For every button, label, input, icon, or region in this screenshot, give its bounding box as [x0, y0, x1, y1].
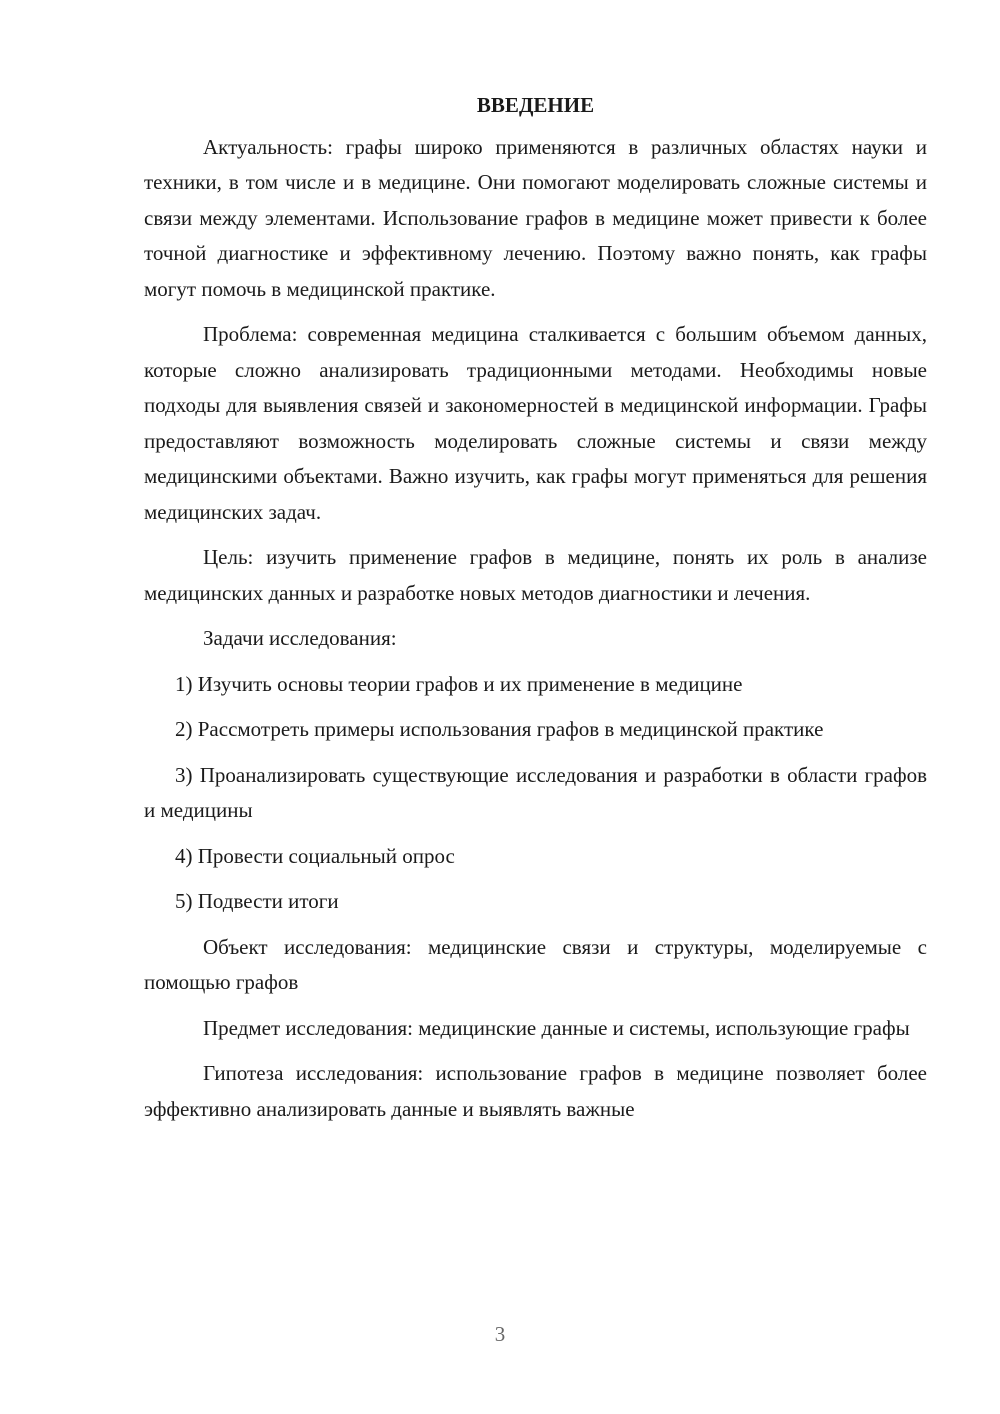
paragraph-hypothesis: Гипотеза исследования: использование графов в медицине позволяет более эффективно анализировать данные и выявлять важные [144, 1061, 927, 1121]
paragraph-relevance: Актуальность: графы широко применяются в различных областях науки и техники, в том числе и в медицине. Они помогают моделировать сложные системы и связи между элементами. Использование графов в медицине может привести к более точной диагностике и эффективному лечению. Поэтому важно понять, как графы могут помочь в медицинской практике. [144, 134, 927, 301]
paragraph-object: Объект исследования: медицинские связи и структуры, моделируемые с помощью графов [144, 934, 927, 994]
paragraph-subject: Предмет исследования: медицинские данные и системы, использующие графы [203, 1015, 910, 1040]
paragraph-problem: Проблема: современная медицина сталкивается с большим объемом данных, которые сложно анализировать традиционными методами. Необходимы новые подходы для выявления связей и закономерностей в медицинской информации. Графы предоставляют возможность моделировать сложные системы и связи между медицинскими объектами. Важно изучить, как графы могут применяться для решения медицинских задач. [144, 322, 927, 524]
page-content [144, 88, 927, 1137]
task-item-3: 3) Проанализировать существующие исследования и разработки в области графов и медицины [144, 762, 927, 822]
task-item-4: 4) Провести социальный опрос [175, 843, 455, 868]
paragraph-tasks-heading: Задачи исследования: [203, 626, 397, 650]
page-number: 3 [494, 1322, 506, 1346]
paragraph-goal: Цель: изучить применение графов в медицине, понять их роль в анализе медицинских данных и разработке новых методов диагностики и лечения. [144, 545, 927, 605]
task-item-2: 2) Рассмотреть примеры использования графов в медицинской практике [175, 717, 824, 741]
task-item-5: 5) Подвести итоги [175, 889, 339, 913]
task-item-1: 1) Изучить основы теории графов и их применение в медицине [175, 671, 743, 696]
section-title: ВВЕДЕНИЕ [476, 93, 595, 117]
